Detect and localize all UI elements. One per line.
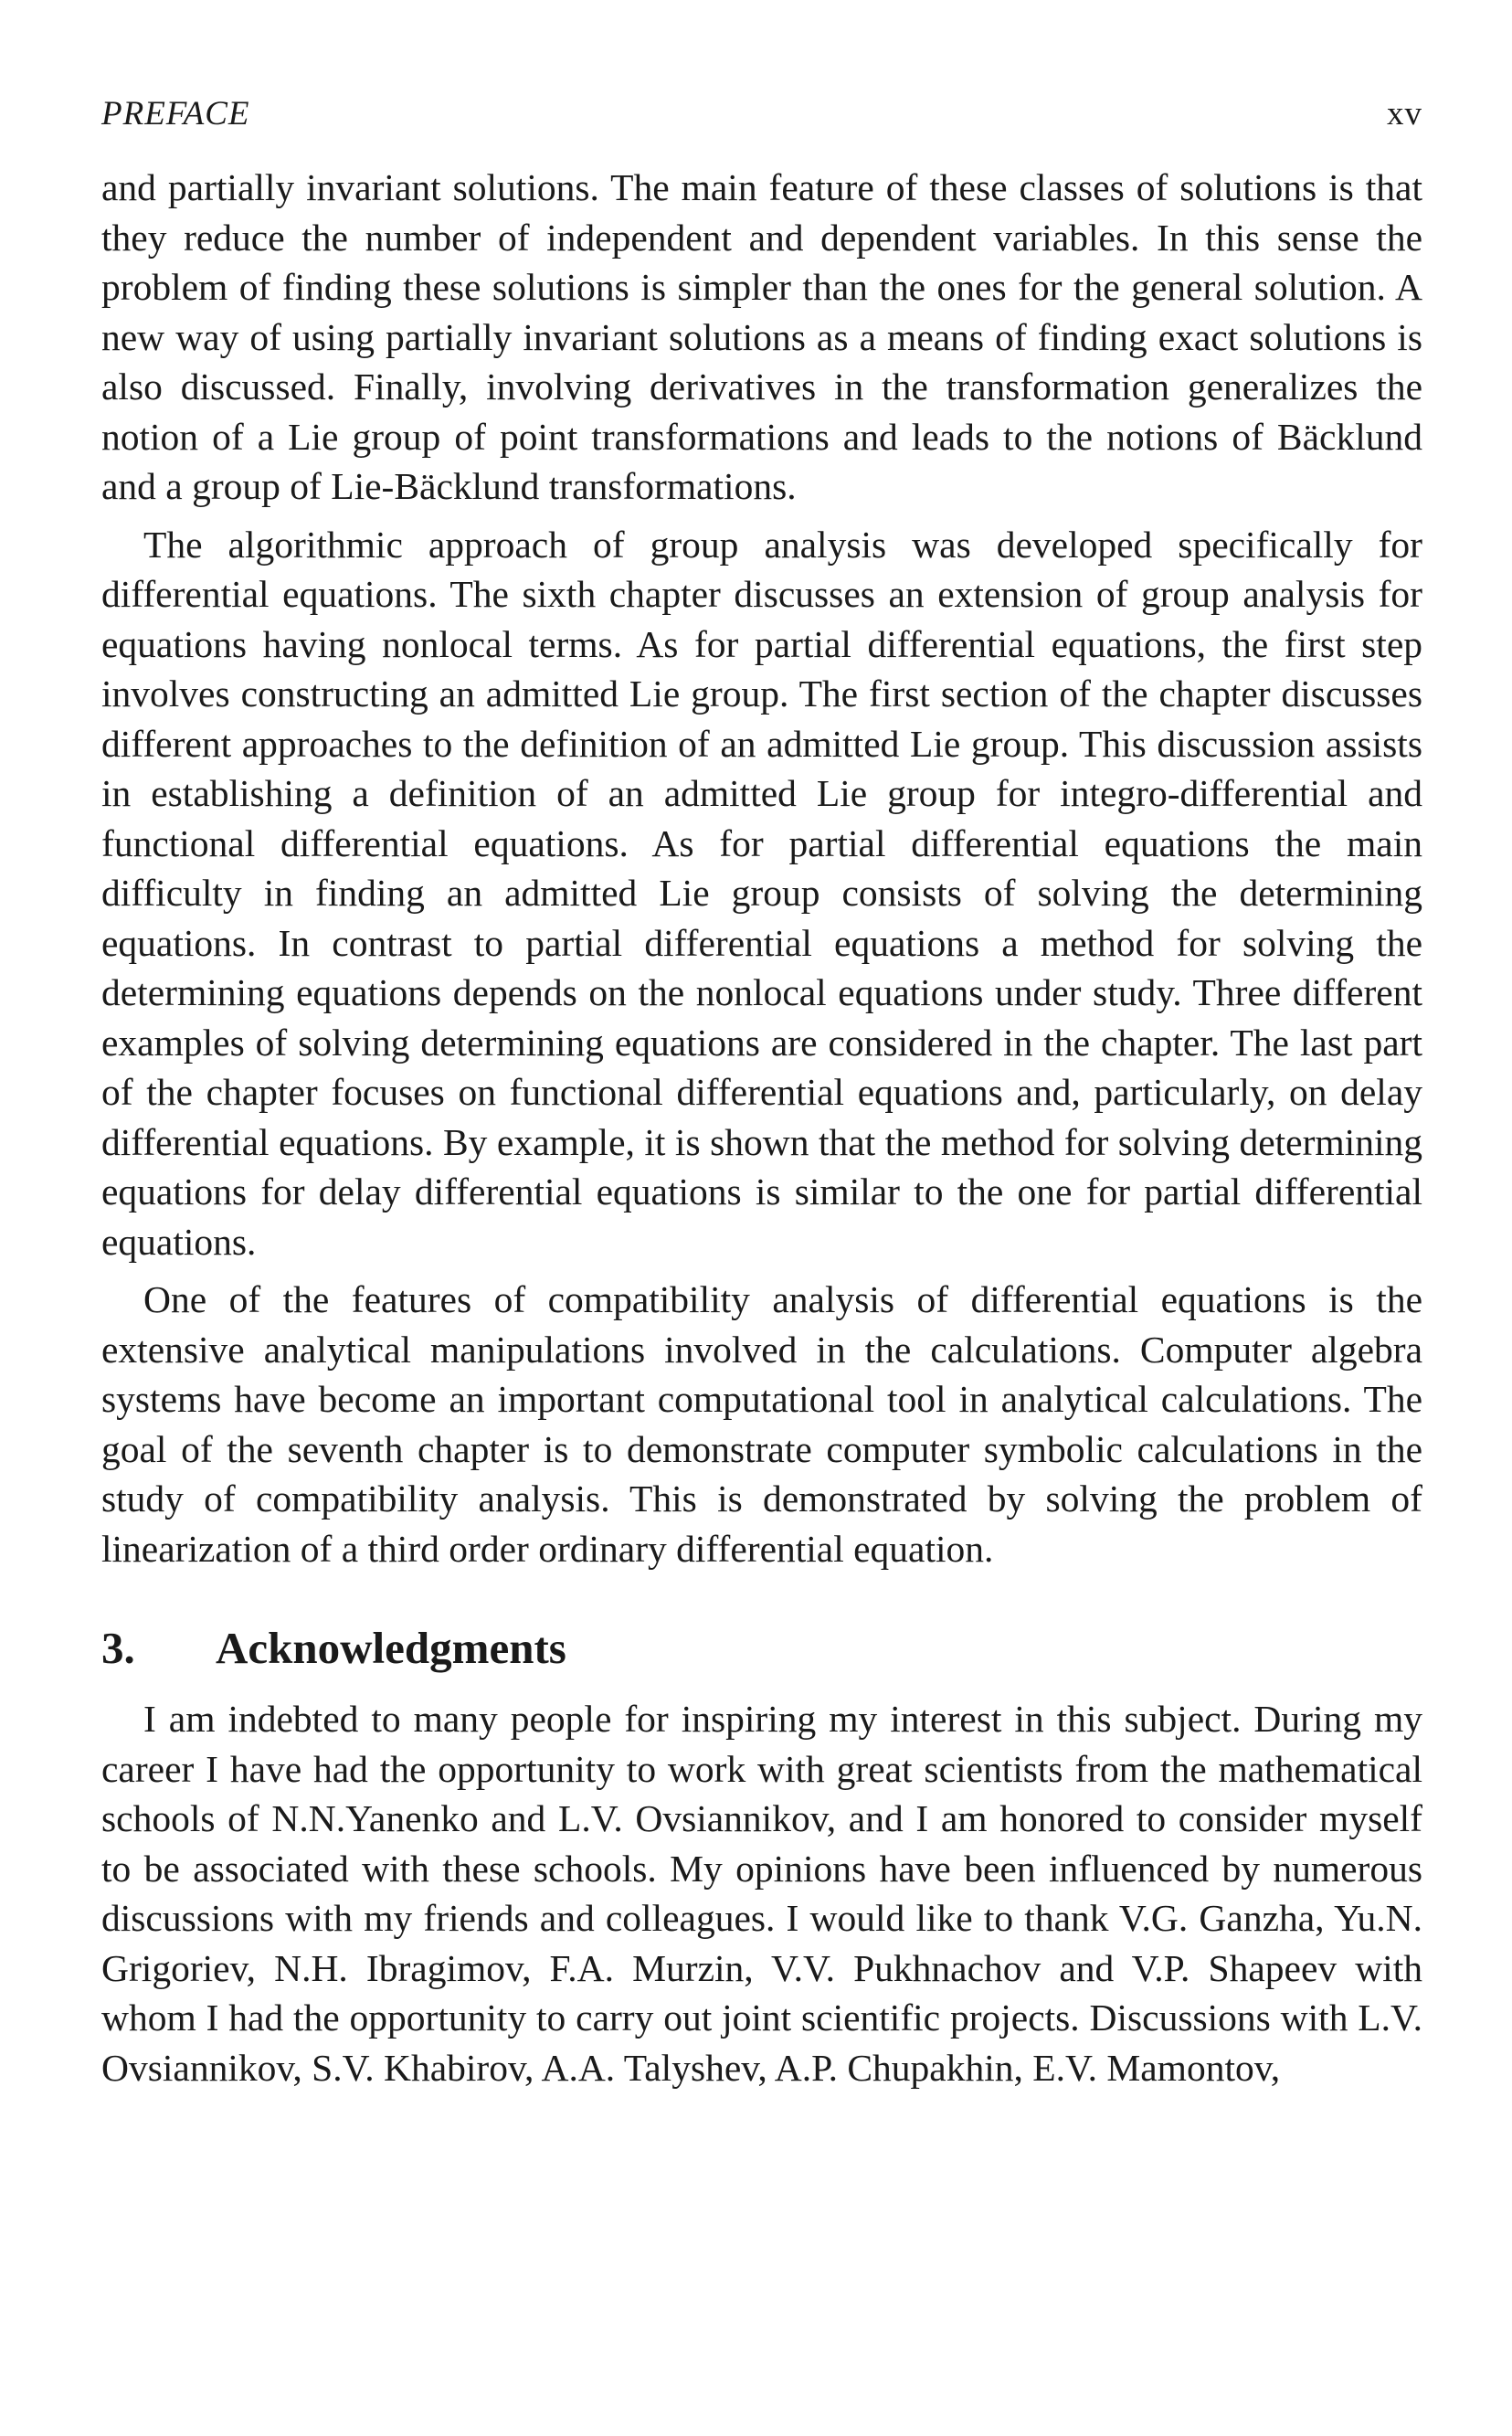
body-text [101,163,1422,2092]
page-number: xv [1387,95,1422,132]
running-head-title: PREFACE [101,95,250,132]
paragraph-seventh-chapter: One of the features of compatibility analysis of differential equations is the extensive analytical manipulations involved in the calculations. Computer algebra systems have become an important computational tool in analytical calculations. The goal of the seventh chapter is to demonstrate computer symbolic calculations in the study of compatibility analysis. This is demonstrated by solving the problem of linearization of a third order ordinary differential equation. [101,1278,1422,1570]
book-page [101,91,1422,2092]
section-number: 3. [101,1623,135,1673]
section-title: Acknowledgments [216,1623,566,1673]
paragraph-sixth-chapter: The algorithmic approach of group analysis was developed specifically for differential equations. The sixth chapter discusses an extension of group analysis for equations having nonlocal terms. As for partial differential equations, the first step involves constructing an admitted Lie group. The first section of the chapter discusses different approaches to the definition of an admitted Lie group. This discussion assists in establishing a definition of an admitted Lie group for integro-differential and functional differential equations. As for partial differential equations the main difficulty in finding an admitted Lie group consists of solving the determining equations. In contrast to partial differential equations a method for solving the determining equations depends on the nonlocal equations under study. Three different examples of solving determining equations are considered in the chapter. The last part of the chapter focuses on functional differential equations and, particularly, on delay differential equations. By example, it is shown that the method for solving determining equations for delay differential equations is similar to the one for partial differential equations. [101,523,1422,1263]
section-heading [101,1621,1422,1676]
running-head [101,91,1422,137]
paragraph-continued: and partially invariant solutions. The main feature of these classes of solutions is that they reduce the number of independent and dependent variables. In this sense the problem of finding these solutions is simpler than the ones for the general solution. A new way of using partially invariant solutions as a means of finding exact solutions is also discussed. Finally, involving derivatives in the transformation generalizes the notion of a Lie group of point transformations and leads to the notions of Bäcklund and a group of Lie-Bäcklund transformations. [101,166,1422,507]
paragraph-acknowledgments: I am indebted to many people for inspiring my interest in this subject. During my career I have had the opportunity to work with great scientists from the mathematical schools of N.N.Yanenko and L.V. Ovsiannikov, and I am honored to consider myself to be associated with these schools. My opinions have been influenced by numerous discussions with my friends and colleagues. I would like to thank V.G. Ganzha, Yu.N. Grigoriev, N.H. Ibragimov, F.A. Murzin, V.V. Pukhnachov and V.P. Shapeev with whom I had the opportunity to carry out joint scientific projects. Discussions with L.V. Ovsiannikov, S.V. Khabirov, A.A. Talyshev, A.P. Chupakhin, E.V. Mamontov, [101,1698,1422,2089]
